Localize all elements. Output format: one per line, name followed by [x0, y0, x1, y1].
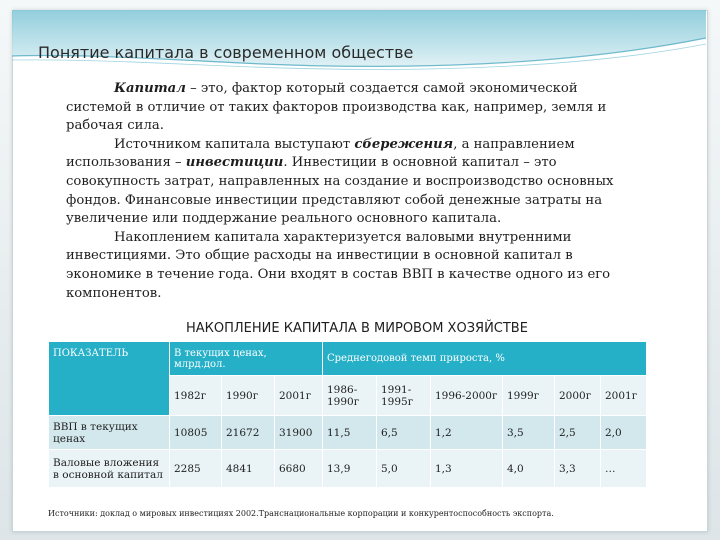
paragraph-capital-definition	[66, 80, 640, 136]
subheader-cell: 1982г	[170, 376, 222, 416]
table-cell: 4,0	[503, 450, 555, 488]
table-cell: 6680	[275, 450, 323, 488]
term-savings: сбережения	[354, 136, 454, 152]
slide-title: Понятие капитала в современном обществе	[38, 43, 414, 62]
subheader-cell: 1996-2000г	[431, 376, 503, 416]
row-label: Валовые вложения в основной капитал	[49, 450, 170, 488]
header-indicator: ПОКАЗАТЕЛЬ	[49, 342, 170, 416]
table-heading: НАКОПЛЕНИЕ КАПИТАЛА В МИРОВОМ ХОЗЯЙСТВЕ	[186, 321, 528, 336]
subheader-cell: 2001г	[275, 376, 323, 416]
paragraph-capital-accumulation: Накоплением капитала характеризуется валовыми внутренними инвестициями. Это общие расходы на инвестиции в основной капитал в экономике в течение года. Они входят в состав ВВП в качестве одного из его компонентов.	[66, 229, 611, 301]
table-cell: 1,2	[431, 416, 503, 450]
table-cell: 3,5	[503, 416, 555, 450]
subheader-cell: 2000г	[555, 376, 601, 416]
table-cell: 2,5	[555, 416, 601, 450]
subheader-cell: 1999г	[503, 376, 555, 416]
table-header-row	[49, 342, 647, 376]
table-cell: 21672	[222, 416, 275, 450]
term-capital: Капитал	[114, 81, 186, 96]
table-cell: 13,9	[323, 450, 377, 488]
capital-accumulation-table	[48, 341, 647, 488]
table-cell: 1,3	[431, 450, 503, 488]
table-cell: 4841	[222, 450, 275, 488]
table-cell: 5,0	[377, 450, 431, 488]
subheader-cell: 2001г	[601, 376, 647, 416]
table-cell: 11,5	[323, 416, 377, 450]
body-text	[66, 80, 640, 303]
paragraph-capital-source	[66, 136, 640, 229]
term-investments: инвестиции	[185, 155, 284, 171]
table-cell: 6,5	[377, 416, 431, 450]
table-cell: 10805	[170, 416, 222, 450]
subheader-cell: 1991-1995г	[377, 376, 431, 416]
table-row	[49, 450, 647, 488]
table-row	[49, 416, 647, 450]
row-label: ВВП в текущих ценах	[49, 416, 170, 450]
subheader-cell: 1986-1990г	[323, 376, 377, 416]
table-cell: …	[601, 450, 647, 488]
table-cell: 2,0	[601, 416, 647, 450]
subheader-cell: 1990г	[222, 376, 275, 416]
capital-source-text-3: . Инвестиции в основной капитал – это совокупность затрат, направленных на создание и воспроизводство основных фондов. Финансовые инвестиции представляют собой денежные затраты на увеличение или поддержание реального основного капитала.	[66, 155, 614, 227]
table-cell: 3,3	[555, 450, 601, 488]
table-cell: 2285	[170, 450, 222, 488]
header-growth-rate: Среднегодовой темп прироста, %	[323, 342, 647, 376]
sources-footnote: Источники: доклад о мировых инвестициях 2002.Транснациональные корпорации и конкурентоспособность экспорта.	[48, 509, 554, 518]
table-cell: 31900	[275, 416, 323, 450]
header-current-prices: В текущих ценах, млрд.дол.	[170, 342, 323, 376]
capital-source-text: Источником капитала выступают	[114, 136, 355, 152]
capital-source-text-2: , а направлением использования –	[66, 136, 575, 171]
capital-definition-text: – это, фактор который создается самой экономической системой в отличие от таких факторов производства как, например, земля и рабочая сила.	[66, 81, 607, 134]
